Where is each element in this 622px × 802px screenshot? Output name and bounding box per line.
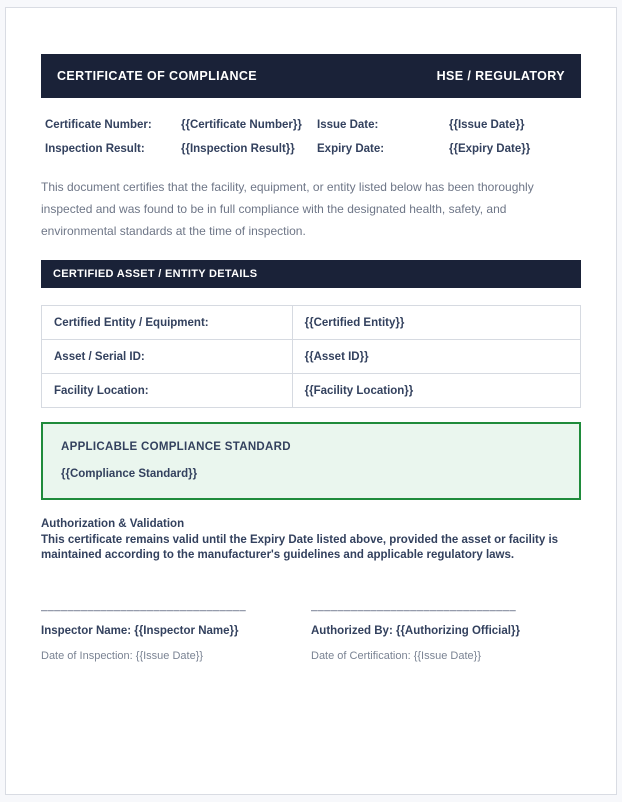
authorization-heading: Authorization & Validation [41, 518, 185, 530]
certificate-page [5, 7, 617, 795]
compliance-standard-value: {{Compliance Standard}} [61, 468, 198, 480]
compliance-standard-title: APPLICABLE COMPLIANCE STANDARD [61, 441, 291, 453]
inspection-result-label: Inspection Result: [45, 143, 145, 155]
section-header-asset-details: CERTIFIED ASSET / ENTITY DETAILS [41, 260, 581, 288]
issue-date-value: {{Issue Date}} [449, 119, 525, 131]
regulatory-badge: HSE / REGULATORY [436, 69, 565, 83]
expiry-date-label: Expiry Date: [317, 143, 385, 155]
certification-statement: This document certifies that the facility, equipment, or entity listed below has been thoroughly inspected and was found to be in full compliance with the designated health, safety, and environmental standards at the time of inspection. [41, 180, 534, 238]
expiry-date-value: {{Expiry Date}} [449, 143, 531, 155]
authorization-section [41, 517, 581, 564]
authorizer-signature-block [311, 600, 581, 662]
certified-entity-value: {{Certified Entity}} [292, 306, 580, 340]
certificate-number-value: {{Certificate Number}} [181, 119, 302, 131]
facility-location-value: {{Facility Location}} [292, 374, 580, 408]
inspection-date: Date of Inspection: {{Issue Date}} [41, 649, 204, 662]
certified-entity-label: Certified Entity / Equipment: [42, 306, 293, 340]
asset-id-value: {{Asset ID}} [292, 340, 580, 374]
asset-id-label: Asset / Serial ID: [42, 340, 293, 374]
authorized-by-name: Authorized By: {{Authorizing Official}} [311, 624, 520, 637]
inspector-signature-block [41, 600, 311, 662]
certificate-number-label: Certificate Number: [45, 119, 152, 131]
facility-location-label: Facility Location: [42, 374, 293, 408]
inspection-result-value: {{Inspection Result}} [181, 143, 295, 155]
certificate-title: CERTIFICATE OF COMPLIANCE [57, 69, 258, 83]
table-row [42, 374, 581, 408]
certificate-header-bar [41, 54, 581, 98]
issue-date-label: Issue Date: [317, 119, 379, 131]
asset-details-table [41, 305, 581, 408]
signature-area [41, 600, 581, 662]
table-row [42, 306, 581, 340]
certification-date: Date of Certification: {{Issue Date}} [311, 649, 481, 662]
authorizer-signature-line: _______________________________ [311, 599, 517, 612]
inspector-signature-line: _______________________________ [41, 599, 247, 612]
compliance-standard-box [41, 422, 581, 500]
certificate-meta-grid [45, 119, 577, 155]
inspector-name: Inspector Name: {{Inspector Name}} [41, 624, 239, 637]
table-row [42, 340, 581, 374]
authorization-body: This certificate remains valid until the Expiry Date listed above, provided the asset or facility is maintained according to the manufacturer's guidelines and applicable regulatory laws. [41, 533, 559, 561]
